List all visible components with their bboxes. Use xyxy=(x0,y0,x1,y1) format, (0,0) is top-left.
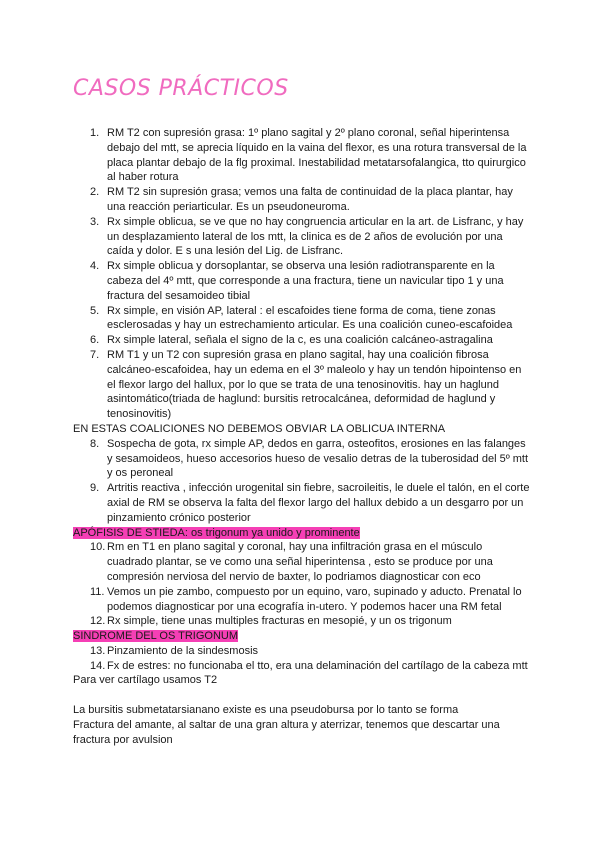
para-cartilago: Para ver cartílago usamos T2 xyxy=(73,674,218,687)
highlight-stieda xyxy=(73,526,531,541)
list-item xyxy=(73,126,531,185)
case-list xyxy=(73,644,531,674)
list-item-text: RM T1 y un T2 con supresión grasa en plano sagital, hay una coalición fibrosa calcáneo-escafoidea, hay un edema en el 3º maleolo y hay un tendón hipointenso en el flexor largo del hallux, por lo que se trata de una tenosinovitis. hay un haglund asintomático(triada de haglund: bursitis retrocalcánea, deformidad de haglund y tenosinovitis) xyxy=(107,348,522,421)
list-item-number: 12. xyxy=(90,615,106,628)
list-item xyxy=(73,304,531,334)
highlight-trigonum xyxy=(73,629,531,644)
list-item xyxy=(73,215,531,259)
document-body xyxy=(73,126,531,747)
list-item xyxy=(73,585,531,615)
list-item xyxy=(73,644,531,659)
list-item-text: Rx simple oblicua y dorsoplantar, se observa una lesión radiotransparente en la cabeza del 4º mtt, que corresponde a una fractura, tiene un navicular tipo 1 y una fractura del sesamoideo tibial xyxy=(107,260,504,302)
list-item-text: Artritis reactiva , infección urogenital sin fiebre, sacroileitis, le duele el talón, en el corte axial de RM se observa la falta del flexor largo del hallux debido a un desgarro por un pinzamiento crónico posterior xyxy=(107,482,530,524)
case-list xyxy=(73,540,531,629)
list-item-text: Rm en T1 en plano sagital y coronal, hay una infiltración grasa en el músculo cuadrado plantar, se ve como una señal hiperintensa , esto se produce por una compresión nerviosa del nervio de baxter, lo podriamos diagnosticar con eco xyxy=(107,541,493,583)
list-item-text: Pinzamiento de la sindesmosis xyxy=(107,644,259,657)
list-item xyxy=(73,333,531,348)
case-list xyxy=(73,437,531,526)
list-item-number: 14. xyxy=(90,659,106,672)
list-item-number: 5. xyxy=(90,304,100,317)
list-item-number: 10. xyxy=(90,541,106,554)
para-bursitis: La bursitis submetatarsianano existe es una pseudobursa por lo tanto se forma xyxy=(73,704,459,717)
list-item-number: 8. xyxy=(90,437,100,450)
list-item-number: 3. xyxy=(90,215,100,228)
page-title: CASOS PRÁCTICOS xyxy=(73,76,289,101)
para-fractura: Fractura del amante, al saltar de una gran altura y aterrizar, tenemos que descartar una fractura por avulsion xyxy=(73,718,500,746)
list-item-number: 9. xyxy=(90,482,100,495)
list-item-number: 4. xyxy=(90,260,100,273)
list-item xyxy=(73,614,531,629)
case-list xyxy=(73,126,531,422)
list-item-text: RM T2 sin supresión grasa; vemos una falta de continuidad de la placa plantar, hay una reacción periarticular. Es un pseudoneuroma. xyxy=(107,186,513,213)
list-item-number: 1. xyxy=(90,127,100,139)
list-item-number: 11. xyxy=(90,585,105,598)
list-item xyxy=(73,348,531,422)
list-item xyxy=(73,259,531,303)
list-item xyxy=(73,481,531,525)
list-item-text: Rx simple, en visión AP, lateral : el escafoides tiene forma de coma, tiene zonas esclerosadas y hay un estrechamiento articular. Es una coalición cuneo-escafoidea xyxy=(107,304,513,332)
list-item xyxy=(73,185,531,215)
note-oblicua: EN ESTAS COALICIONES NO DEBEMOS OBVIAR LA OBLICUA INTERNA xyxy=(73,422,446,435)
list-item-number: 6. xyxy=(90,334,100,347)
list-item xyxy=(73,659,531,674)
highlight-text: APÓFISIS DE STIEDA: os trigonum ya unido y prominente xyxy=(73,526,360,539)
spacer xyxy=(73,688,531,703)
list-item-text: Fx de estres: no funcionaba el tto, era una delaminación del cartílago de la cabeza mtt xyxy=(107,659,528,672)
list-item-text: Rx simple lateral, señala el signo de la c, es una coalición calcáneo-astragalina xyxy=(107,334,493,347)
list-item-text: Rx simple oblicua, se ve que no hay congruencia articular en la art. de Lisfranc, y hay un desplazamiento lateral de los mtt, la clinica es de 2 años de evolución por una caída y dolor. E s una lesión del Lig. de Lisfranc. xyxy=(107,215,524,258)
list-item-number: 13. xyxy=(90,644,106,657)
list-item-number: 2. xyxy=(90,186,100,199)
highlight-text: SINDROME DEL OS TRIGONUM xyxy=(73,630,239,643)
list-item-text: Vemos un pie zambo, compuesto por un equino, varo, supinado y aducto. Prenatal lo podemos diagnosticar por una ecografía in-utero. Y podemos hacer una RM fetal xyxy=(107,585,522,613)
list-item-number: 7. xyxy=(90,348,100,361)
list-item xyxy=(73,437,531,481)
list-item-text: Sospecha de gota, rx simple AP, dedos en garra, osteofitos, erosiones en las falanges y sesamoideos, hueso accesorios hueso de vesalio detras de la tuberosidad del 5º mtt y os peroneal xyxy=(107,437,529,480)
list-item xyxy=(73,540,531,584)
list-item-text: RM T2 con supresión grasa: 1º plano sagital y 2º plano coronal, señal hiperintensa debajo del mtt, se aprecia líquido en la vaina del flexor, es una rotura transversal de la placa plantar debajo de la flg proximal. Inestabilidad metatarsofalangica, tto quirurgico al haber rotura xyxy=(107,127,527,184)
list-item-text: Rx simple, tiene unas multiples fracturas en mesopié, y un os trigonum xyxy=(107,615,452,628)
